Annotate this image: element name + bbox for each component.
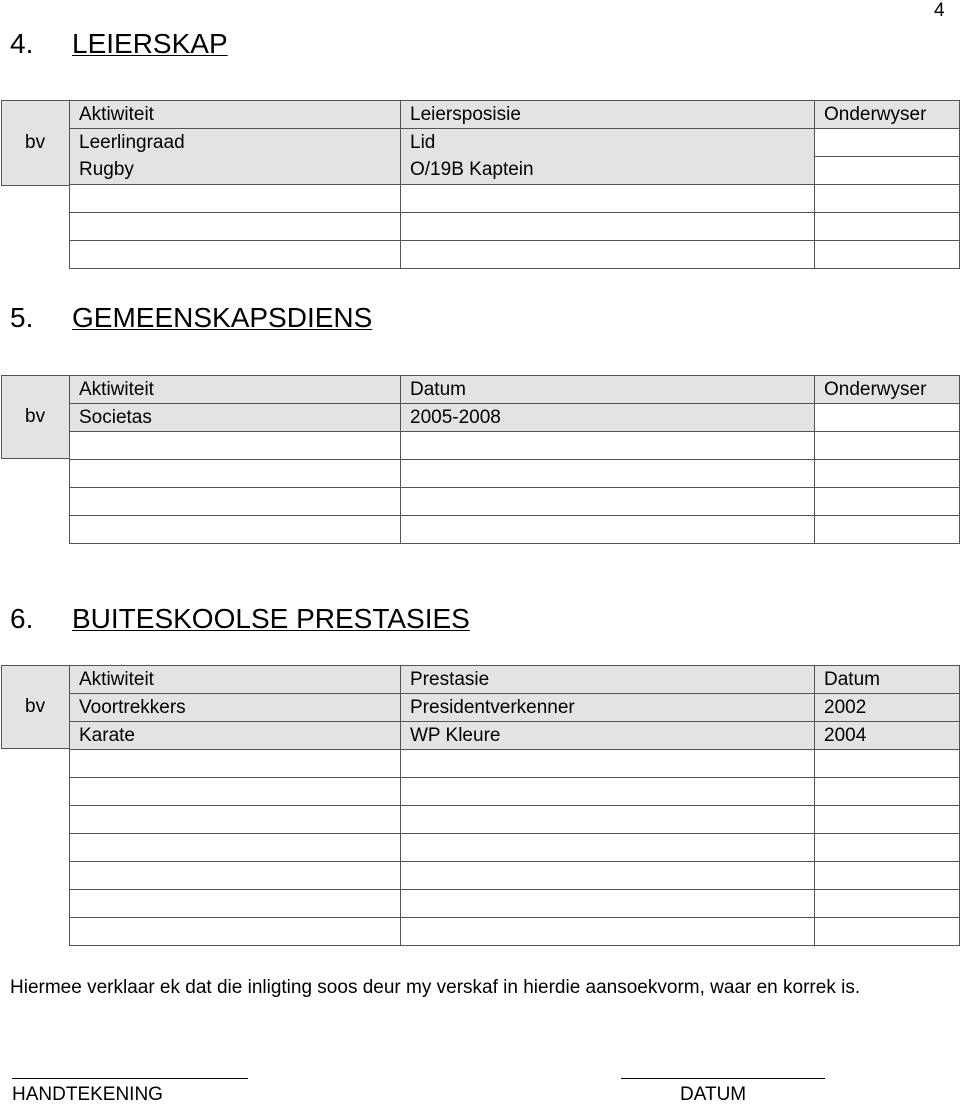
date-label: DATUM: [680, 1084, 747, 1105]
entry-row[interactable]: [70, 241, 960, 269]
example-label: bv: [1, 100, 69, 186]
column-header-onderwyser: Onderwyser: [815, 101, 960, 129]
entry-cell[interactable]: [401, 488, 815, 516]
entry-cell[interactable]: [401, 750, 815, 778]
entry-cell[interactable]: [815, 432, 960, 460]
entry-cell[interactable]: [401, 432, 815, 460]
entry-cell[interactable]: [70, 213, 401, 241]
page-number: 4: [934, 0, 945, 21]
entry-row[interactable]: [70, 890, 960, 918]
entry-row[interactable]: [70, 213, 960, 241]
entry-cell[interactable]: [815, 862, 960, 890]
entry-cell[interactable]: [815, 750, 960, 778]
section-heading-buiteskoolse-prestasies: [10, 603, 470, 635]
entry-cell[interactable]: [815, 778, 960, 806]
entry-cell[interactable]: [815, 918, 960, 946]
entry-cell[interactable]: [401, 213, 815, 241]
signature-line[interactable]: [12, 1060, 248, 1079]
example-cell: 2005-2008: [401, 404, 815, 432]
entry-cell[interactable]: [401, 185, 815, 213]
leierskap-table: [69, 100, 960, 269]
example-label: bv: [1, 375, 69, 459]
column-header-leiersposisie: Leiersposisie: [401, 101, 815, 129]
example-row: [70, 722, 960, 750]
column-header-aktiwiteit: Aktiwiteit: [70, 666, 401, 694]
example-cell: 2002: [815, 694, 960, 722]
entry-cell[interactable]: [401, 460, 815, 488]
entry-row[interactable]: [70, 806, 960, 834]
entry-cell[interactable]: [401, 862, 815, 890]
entry-cell[interactable]: [815, 460, 960, 488]
example-cell: Rugby: [70, 157, 401, 185]
example-row: [70, 157, 960, 185]
column-header-datum: Datum: [401, 376, 815, 404]
entry-row[interactable]: [70, 488, 960, 516]
example-cell: [815, 129, 960, 157]
table-header-row: [70, 101, 960, 129]
entry-cell[interactable]: [70, 185, 401, 213]
column-header-datum: Datum: [815, 666, 960, 694]
section-title: LEIERSKAP: [72, 28, 228, 59]
column-header-aktiwiteit: Aktiwiteit: [70, 376, 401, 404]
example-cell: Societas: [70, 404, 401, 432]
example-cell: Voortrekkers: [70, 694, 401, 722]
entry-cell[interactable]: [815, 834, 960, 862]
section-title: BUITESKOOLSE PRESTASIES: [72, 603, 470, 634]
example-cell: WP Kleure: [401, 722, 815, 750]
table-header-row: [70, 376, 960, 404]
entry-cell[interactable]: [70, 918, 401, 946]
entry-row[interactable]: [70, 185, 960, 213]
column-header-aktiwiteit: Aktiwiteit: [70, 101, 401, 129]
example-cell: Karate: [70, 722, 401, 750]
entry-cell[interactable]: [70, 890, 401, 918]
entry-cell[interactable]: [70, 806, 401, 834]
entry-cell[interactable]: [815, 516, 960, 544]
entry-cell[interactable]: [401, 834, 815, 862]
example-cell: [815, 157, 960, 185]
section-heading-gemeenskapsdiens: [10, 302, 372, 334]
entry-row[interactable]: [70, 918, 960, 946]
entry-cell[interactable]: [401, 918, 815, 946]
entry-cell[interactable]: [401, 778, 815, 806]
entry-row[interactable]: [70, 432, 960, 460]
column-header-onderwyser: Onderwyser: [815, 376, 960, 404]
example-cell: 2004: [815, 722, 960, 750]
entry-cell[interactable]: [815, 241, 960, 269]
example-row: [70, 404, 960, 432]
column-header-prestasie: Prestasie: [401, 666, 815, 694]
buiteskoolse-prestasies-table: [69, 665, 960, 946]
entry-cell[interactable]: [401, 516, 815, 544]
example-row: [70, 129, 960, 157]
entry-row[interactable]: [70, 516, 960, 544]
entry-cell[interactable]: [70, 460, 401, 488]
entry-cell[interactable]: [815, 890, 960, 918]
entry-cell[interactable]: [70, 488, 401, 516]
entry-cell[interactable]: [401, 241, 815, 269]
entry-cell[interactable]: [70, 862, 401, 890]
example-cell: Presidentverkenner: [401, 694, 815, 722]
table-header-row: [70, 666, 960, 694]
entry-row[interactable]: [70, 460, 960, 488]
entry-row[interactable]: [70, 750, 960, 778]
entry-row[interactable]: [70, 778, 960, 806]
entry-cell[interactable]: [815, 213, 960, 241]
example-row: [70, 694, 960, 722]
section-number: 5.: [10, 302, 34, 333]
entry-cell[interactable]: [815, 488, 960, 516]
section-number: 6.: [10, 603, 34, 634]
example-cell: Leerlingraad: [70, 129, 401, 157]
entry-cell[interactable]: [70, 834, 401, 862]
entry-cell[interactable]: [815, 185, 960, 213]
entry-cell[interactable]: [70, 432, 401, 460]
example-cell: Lid: [401, 129, 815, 157]
declaration-text: Hiermee verklaar ek dat die inligting soos deur my verskaf in hierdie aansoekvorm, waar en korrek is.: [10, 977, 861, 998]
entry-cell[interactable]: [70, 241, 401, 269]
entry-cell[interactable]: [70, 778, 401, 806]
entry-row[interactable]: [70, 834, 960, 862]
entry-cell[interactable]: [70, 516, 401, 544]
entry-cell[interactable]: [70, 750, 401, 778]
entry-cell[interactable]: [815, 806, 960, 834]
entry-cell[interactable]: [401, 890, 815, 918]
section-heading-leierskap: [10, 28, 228, 60]
section-number: 4.: [10, 28, 34, 59]
entry-row[interactable]: [70, 862, 960, 890]
example-label: bv: [1, 665, 69, 749]
section-title: GEMEENSKAPSDIENS: [72, 302, 373, 333]
signature-label: HANDTEKENING: [12, 1084, 163, 1105]
date-line[interactable]: [621, 1060, 825, 1079]
gemeenskapsdiens-table: [69, 375, 960, 544]
example-cell: O/19B Kaptein: [401, 157, 815, 185]
entry-cell[interactable]: [401, 806, 815, 834]
example-cell: [815, 404, 960, 432]
